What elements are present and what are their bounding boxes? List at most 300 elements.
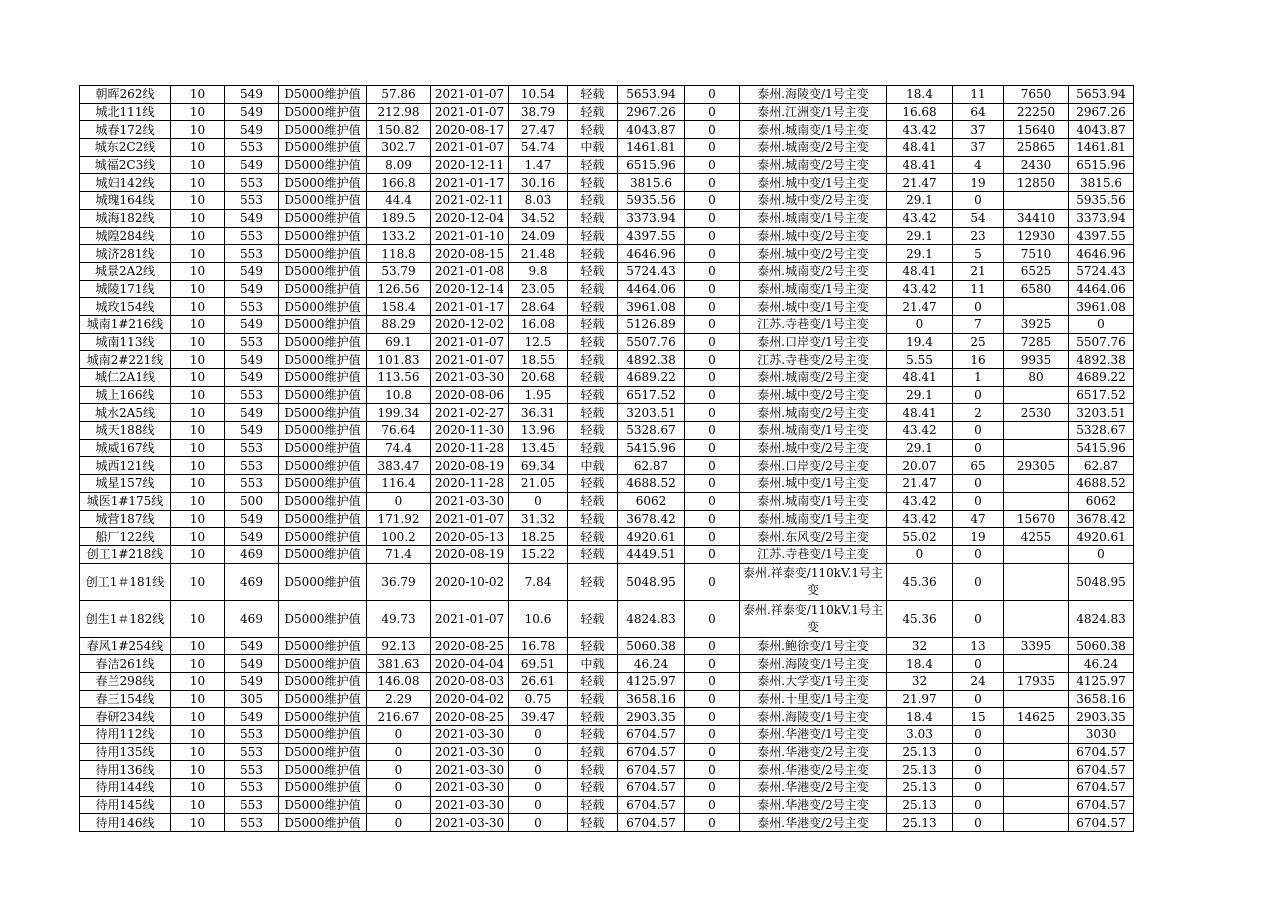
table-cell: 0 (685, 351, 740, 369)
table-cell: 27.47 (509, 121, 568, 139)
table-cell: 4125.97 (618, 672, 685, 690)
table-cell: 2021-03-30 (431, 814, 509, 832)
table-cell: 54.74 (509, 139, 568, 157)
table-cell: 553 (225, 779, 279, 797)
table-cell: 10 (171, 315, 225, 333)
table-cell: 0 (953, 761, 1004, 779)
table-cell: 泰州.城南变/1号主变 (740, 422, 887, 440)
table-cell: 0 (685, 528, 740, 546)
table-cell: D5000维护值 (279, 351, 367, 369)
table-cell: 46.24 (1069, 655, 1134, 673)
table-cell: 城水2A5线 (80, 404, 171, 422)
table-cell: 3373.94 (1069, 209, 1134, 227)
table-row (80, 262, 1134, 280)
table-cell: 3203.51 (1069, 404, 1134, 422)
table-cell: 64 (953, 103, 1004, 121)
table-cell: 0 (509, 814, 568, 832)
table-cell: 轻载 (568, 262, 618, 280)
table-cell: 0 (509, 761, 568, 779)
table-cell: 轻载 (568, 637, 618, 655)
table-cell: 2020-11-30 (431, 422, 509, 440)
table-cell: 10 (171, 563, 225, 600)
table-cell: 39.47 (509, 708, 568, 726)
table-cell: 23.05 (509, 280, 568, 298)
table-cell: 2903.35 (618, 708, 685, 726)
table-cell: 0 (685, 510, 740, 528)
table-cell: D5000维护值 (279, 563, 367, 600)
table-cell: 17935 (1004, 672, 1069, 690)
table-cell: 549 (225, 209, 279, 227)
table-cell: 113.56 (367, 369, 431, 387)
table-cell: 10.6 (509, 600, 568, 637)
table-cell: 20.68 (509, 369, 568, 387)
table-cell (1004, 690, 1069, 708)
table-cell: 0 (367, 492, 431, 510)
table-cell: 城南1#216线 (80, 315, 171, 333)
table-cell: 4449.51 (618, 545, 685, 563)
table-cell: 32 (887, 637, 953, 655)
table-cell: 0 (953, 545, 1004, 563)
table-cell: 泰州.城中变/1号主变 (740, 174, 887, 192)
table-cell: 48.41 (887, 156, 953, 174)
table-cell: 34.52 (509, 209, 568, 227)
table-cell: 7510 (1004, 245, 1069, 263)
table-cell: 0 (509, 726, 568, 744)
table-cell: 江苏.寺巷变/1号主变 (740, 315, 887, 333)
table-cell: D5000维护值 (279, 404, 367, 422)
table-cell: 4688.52 (1069, 475, 1134, 493)
table-cell: 6704.57 (1069, 796, 1134, 814)
table-cell: 71.4 (367, 545, 431, 563)
table-cell: 53.79 (367, 262, 431, 280)
table-cell: 2020-08-25 (431, 637, 509, 655)
table-cell: 4920.61 (618, 528, 685, 546)
table-cell: 10 (171, 457, 225, 475)
table-cell: 553 (225, 333, 279, 351)
table-cell: 轻载 (568, 796, 618, 814)
table-cell: 38.79 (509, 103, 568, 121)
line-load-table (79, 85, 1134, 832)
table-cell: 0 (685, 439, 740, 457)
table-cell: 549 (225, 637, 279, 655)
table-cell: 泰州.城南变/1号主变 (740, 492, 887, 510)
table-cell: 10 (171, 672, 225, 690)
table-cell: 2020-12-04 (431, 209, 509, 227)
table-cell: 6704.57 (1069, 779, 1134, 797)
table-cell: 2021-02-11 (431, 192, 509, 210)
table-cell (1004, 743, 1069, 761)
table-cell: 泰州.祥泰变/110kV.1号主变 (740, 563, 887, 600)
table-cell: 80 (1004, 369, 1069, 387)
table-cell: 18.4 (887, 86, 953, 104)
table-cell: D5000维护值 (279, 475, 367, 493)
table-cell: 10 (171, 227, 225, 245)
table-cell: D5000维护值 (279, 298, 367, 316)
table-cell: 0 (685, 245, 740, 263)
table-row (80, 475, 1134, 493)
table-cell: 6704.57 (618, 761, 685, 779)
table-cell: 6580 (1004, 280, 1069, 298)
table-cell: 10.8 (367, 386, 431, 404)
table-cell: 6525 (1004, 262, 1069, 280)
table-cell: D5000维护值 (279, 315, 367, 333)
table-cell: 48.41 (887, 369, 953, 387)
table-cell: 21 (953, 262, 1004, 280)
table-cell: 0 (685, 655, 740, 673)
table-cell: 10 (171, 637, 225, 655)
table-cell: 11 (953, 86, 1004, 104)
table-cell: 0 (685, 386, 740, 404)
table-cell: D5000维护值 (279, 743, 367, 761)
table-cell: 25 (953, 333, 1004, 351)
table-cell: 4464.06 (1069, 280, 1134, 298)
table-cell: 泰州.城南变/1号主变 (740, 121, 887, 139)
table-cell: 5048.95 (1069, 563, 1134, 600)
table-cell: 21.05 (509, 475, 568, 493)
table-cell: 4397.55 (618, 227, 685, 245)
table-cell: 4464.06 (618, 280, 685, 298)
table-row (80, 726, 1134, 744)
table-cell: 轻载 (568, 86, 618, 104)
table-cell: 0 (685, 492, 740, 510)
table-cell: 10 (171, 245, 225, 263)
table-cell: 13.45 (509, 439, 568, 457)
table-cell: 10 (171, 779, 225, 797)
table-cell: D5000维护值 (279, 672, 367, 690)
table-cell: D5000维护值 (279, 86, 367, 104)
table-cell: 2020-12-02 (431, 315, 509, 333)
table-cell: 2020-11-28 (431, 439, 509, 457)
table-cell: 春洁261线 (80, 655, 171, 673)
table-cell: 1.95 (509, 386, 568, 404)
table-cell: 4043.87 (618, 121, 685, 139)
table-cell: 2021-02-27 (431, 404, 509, 422)
table-cell: 轻载 (568, 672, 618, 690)
table-row (80, 743, 1134, 761)
table-row (80, 103, 1134, 121)
table-cell: 待用145线 (80, 796, 171, 814)
table-cell: 泰州.口岸变/2号主变 (740, 457, 887, 475)
table-cell: 21.97 (887, 690, 953, 708)
table-cell: 5415.96 (1069, 439, 1134, 457)
table-cell: 6062 (1069, 492, 1134, 510)
table-cell: 轻载 (568, 209, 618, 227)
table-cell: 45.36 (887, 563, 953, 600)
table-cell: 2021-03-30 (431, 369, 509, 387)
table-cell: 泰州.城南变/2号主变 (740, 404, 887, 422)
table-cell: 10 (171, 351, 225, 369)
table-row (80, 192, 1134, 210)
table-row (80, 761, 1134, 779)
table-cell: D5000维护值 (279, 545, 367, 563)
table-row (80, 156, 1134, 174)
table-cell: 10 (171, 708, 225, 726)
table-cell: 383.47 (367, 457, 431, 475)
table-cell: 城东2C2线 (80, 139, 171, 157)
table-cell: 9935 (1004, 351, 1069, 369)
table-cell: D5000维护值 (279, 209, 367, 227)
table-cell: 6704.57 (1069, 761, 1134, 779)
table-row (80, 422, 1134, 440)
table-cell: 2021-01-07 (431, 351, 509, 369)
table-cell: 18.4 (887, 655, 953, 673)
table-cell: 泰州.华港变/2号主变 (740, 814, 887, 832)
table-cell: 5 (953, 245, 1004, 263)
table-row (80, 386, 1134, 404)
table-cell: 1461.81 (1069, 139, 1134, 157)
table-cell: 25.13 (887, 796, 953, 814)
table-cell: 泰州.城南变/2号主变 (740, 156, 887, 174)
table-cell: 春兰298线 (80, 672, 171, 690)
table-cell: 轻载 (568, 156, 618, 174)
table-cell: 泰州.华港变/2号主变 (740, 743, 887, 761)
table-cell: D5000维护值 (279, 761, 367, 779)
table-cell: 3395 (1004, 637, 1069, 655)
table-cell: 92.13 (367, 637, 431, 655)
table-cell: 城陵171线 (80, 280, 171, 298)
table-cell (1004, 386, 1069, 404)
table-cell: 4892.38 (618, 351, 685, 369)
table-row (80, 315, 1134, 333)
table-cell: 0 (685, 637, 740, 655)
table-cell: 36.79 (367, 563, 431, 600)
table-cell: 549 (225, 351, 279, 369)
table-row (80, 227, 1134, 245)
table-cell: 43.42 (887, 121, 953, 139)
table-cell: 25.13 (887, 743, 953, 761)
table-cell: 10 (171, 298, 225, 316)
table-cell: 泰州.城中变/2号主变 (740, 386, 887, 404)
table-cell: 轻载 (568, 280, 618, 298)
table-cell: 0 (685, 545, 740, 563)
table-cell: 0 (509, 779, 568, 797)
table-cell: 4688.52 (618, 475, 685, 493)
table-cell: 4043.87 (1069, 121, 1134, 139)
table-cell: 泰州.城中变/2号主变 (740, 439, 887, 457)
table-cell: 4892.38 (1069, 351, 1134, 369)
table-cell: 0 (953, 690, 1004, 708)
table-row (80, 280, 1134, 298)
table-cell: D5000维护值 (279, 510, 367, 528)
table-cell: 2967.26 (1069, 103, 1134, 121)
table-cell: 65 (953, 457, 1004, 475)
table-body (80, 86, 1134, 832)
table-cell: 0 (685, 333, 740, 351)
table-cell: 城妇142线 (80, 174, 171, 192)
table-cell: 2020-10-02 (431, 563, 509, 600)
table-cell: 0 (509, 743, 568, 761)
table-cell: 10 (171, 280, 225, 298)
table-cell: 5060.38 (618, 637, 685, 655)
table-cell: 0 (685, 156, 740, 174)
table-row (80, 545, 1134, 563)
table-cell: 10 (171, 545, 225, 563)
table-row (80, 404, 1134, 422)
table-cell (1004, 545, 1069, 563)
table-cell: 25.13 (887, 779, 953, 797)
table-cell (1004, 761, 1069, 779)
table-cell: 0 (685, 475, 740, 493)
table-row (80, 637, 1134, 655)
table-cell: 待用136线 (80, 761, 171, 779)
table-cell: 12850 (1004, 174, 1069, 192)
table-cell: D5000维护值 (279, 814, 367, 832)
table-cell: 3203.51 (618, 404, 685, 422)
table-cell: 待用112线 (80, 726, 171, 744)
table-cell: 553 (225, 192, 279, 210)
table-cell: 泰州.口岸变/1号主变 (740, 333, 887, 351)
table-cell: 0 (685, 280, 740, 298)
table-cell: 10 (171, 690, 225, 708)
table-cell: 3658.16 (1069, 690, 1134, 708)
table-row (80, 457, 1134, 475)
table-cell: 泰州.祥泰变/110kV.1号主变 (740, 600, 887, 637)
table-cell: 0 (953, 779, 1004, 797)
table-cell: 轻载 (568, 743, 618, 761)
table-cell: 2020-08-03 (431, 672, 509, 690)
table-cell: 549 (225, 315, 279, 333)
table-cell: 0 (953, 298, 1004, 316)
table-cell: 549 (225, 422, 279, 440)
table-cell: 2 (953, 404, 1004, 422)
table-cell: 10 (171, 333, 225, 351)
table-cell: 2021-01-07 (431, 103, 509, 121)
table-cell: 2021-01-07 (431, 333, 509, 351)
table-cell: 泰州.城南变/2号主变 (740, 139, 887, 157)
table-cell: 城春172线 (80, 121, 171, 139)
table-row (80, 174, 1134, 192)
table-cell: 0 (953, 439, 1004, 457)
table-cell: 4920.61 (1069, 528, 1134, 546)
table-cell: 4824.83 (1069, 600, 1134, 637)
table-cell: 10 (171, 475, 225, 493)
table-cell: 19 (953, 174, 1004, 192)
table-cell: 146.08 (367, 672, 431, 690)
table-cell: 0 (685, 600, 740, 637)
table-cell: 13.96 (509, 422, 568, 440)
table-cell: 10 (171, 510, 225, 528)
table-cell: 0 (887, 545, 953, 563)
table-cell: 150.82 (367, 121, 431, 139)
table-row (80, 796, 1134, 814)
table-cell: 2021-03-30 (431, 726, 509, 744)
table-cell: 8.03 (509, 192, 568, 210)
table-cell: 0 (685, 796, 740, 814)
table-cell: 549 (225, 655, 279, 673)
table-cell: 2021-03-30 (431, 761, 509, 779)
table-cell: 待用144线 (80, 779, 171, 797)
table-cell: 3815.6 (1069, 174, 1134, 192)
table-cell: 轻载 (568, 761, 618, 779)
table-cell: 62.87 (618, 457, 685, 475)
table-cell: 5415.96 (618, 439, 685, 457)
table-cell: 553 (225, 227, 279, 245)
table-cell (1004, 563, 1069, 600)
table-cell: 2020-08-19 (431, 545, 509, 563)
table-cell: 0 (953, 192, 1004, 210)
table-row (80, 439, 1134, 457)
table-cell: 2021-01-10 (431, 227, 509, 245)
table-cell: 4824.83 (618, 600, 685, 637)
table-cell: 20.07 (887, 457, 953, 475)
table-cell: 21.47 (887, 298, 953, 316)
table-cell: 10 (171, 726, 225, 744)
table-cell: 4255 (1004, 528, 1069, 546)
table-cell: 48.41 (887, 404, 953, 422)
table-row (80, 139, 1134, 157)
table-cell: 3815.6 (618, 174, 685, 192)
table-cell: 轻载 (568, 528, 618, 546)
table-cell: 春三154线 (80, 690, 171, 708)
table-cell: 29.1 (887, 439, 953, 457)
table-cell: 轻载 (568, 708, 618, 726)
table-cell: 37 (953, 121, 1004, 139)
table-cell: 12930 (1004, 227, 1069, 245)
table-cell: 轻载 (568, 563, 618, 600)
table-row (80, 245, 1134, 263)
table-cell: 34410 (1004, 209, 1069, 227)
table-cell: 泰州.城中变/2号主变 (740, 227, 887, 245)
table-cell: 43.42 (887, 492, 953, 510)
table-cell: 2021-01-17 (431, 174, 509, 192)
table-cell: 0 (953, 814, 1004, 832)
table-cell: 泰州.华港变/2号主变 (740, 761, 887, 779)
table-cell: 18.55 (509, 351, 568, 369)
table-cell: 549 (225, 86, 279, 104)
table-cell: 3030 (1069, 726, 1134, 744)
table-cell: 10 (171, 209, 225, 227)
table-cell: 0 (685, 298, 740, 316)
table-cell: D5000维护值 (279, 262, 367, 280)
table-cell: 381.63 (367, 655, 431, 673)
table-cell: 5126.89 (618, 315, 685, 333)
table-cell: 212.98 (367, 103, 431, 121)
table-cell: 48.41 (887, 139, 953, 157)
table-cell: 中载 (568, 139, 618, 157)
table-cell: 69.51 (509, 655, 568, 673)
table-cell: 19.4 (887, 333, 953, 351)
table-cell: 泰州.城中变/2号主变 (740, 245, 887, 263)
table-cell: D5000维护值 (279, 192, 367, 210)
table-cell: 江苏.寺巷变/1号主变 (740, 545, 887, 563)
table-cell: 泰州.大学变/1号主变 (740, 672, 887, 690)
table-cell (1004, 655, 1069, 673)
table-cell: 轻载 (568, 814, 618, 832)
table-cell: 6515.96 (618, 156, 685, 174)
table-cell: 10 (171, 655, 225, 673)
table-cell: 泰州.城中变/1号主变 (740, 475, 887, 493)
table-cell: 25865 (1004, 139, 1069, 157)
table-cell: 4125.97 (1069, 672, 1134, 690)
table-cell: 10 (171, 174, 225, 192)
table-cell: 6515.96 (1069, 156, 1134, 174)
table-cell: 5724.43 (618, 262, 685, 280)
table-cell: 0 (685, 422, 740, 440)
table-cell: 0 (367, 796, 431, 814)
table-cell: 2020-04-02 (431, 690, 509, 708)
table-cell: 城景2A2线 (80, 262, 171, 280)
table-row (80, 86, 1134, 104)
table-cell (1004, 422, 1069, 440)
table-cell: 5328.67 (618, 422, 685, 440)
table-cell: 45.36 (887, 600, 953, 637)
table-cell: 1 (953, 369, 1004, 387)
table-cell: D5000维护值 (279, 333, 367, 351)
table-cell: 28.64 (509, 298, 568, 316)
table-cell: 0 (685, 86, 740, 104)
table-cell: D5000维护值 (279, 655, 367, 673)
table-cell: 4646.96 (618, 245, 685, 263)
